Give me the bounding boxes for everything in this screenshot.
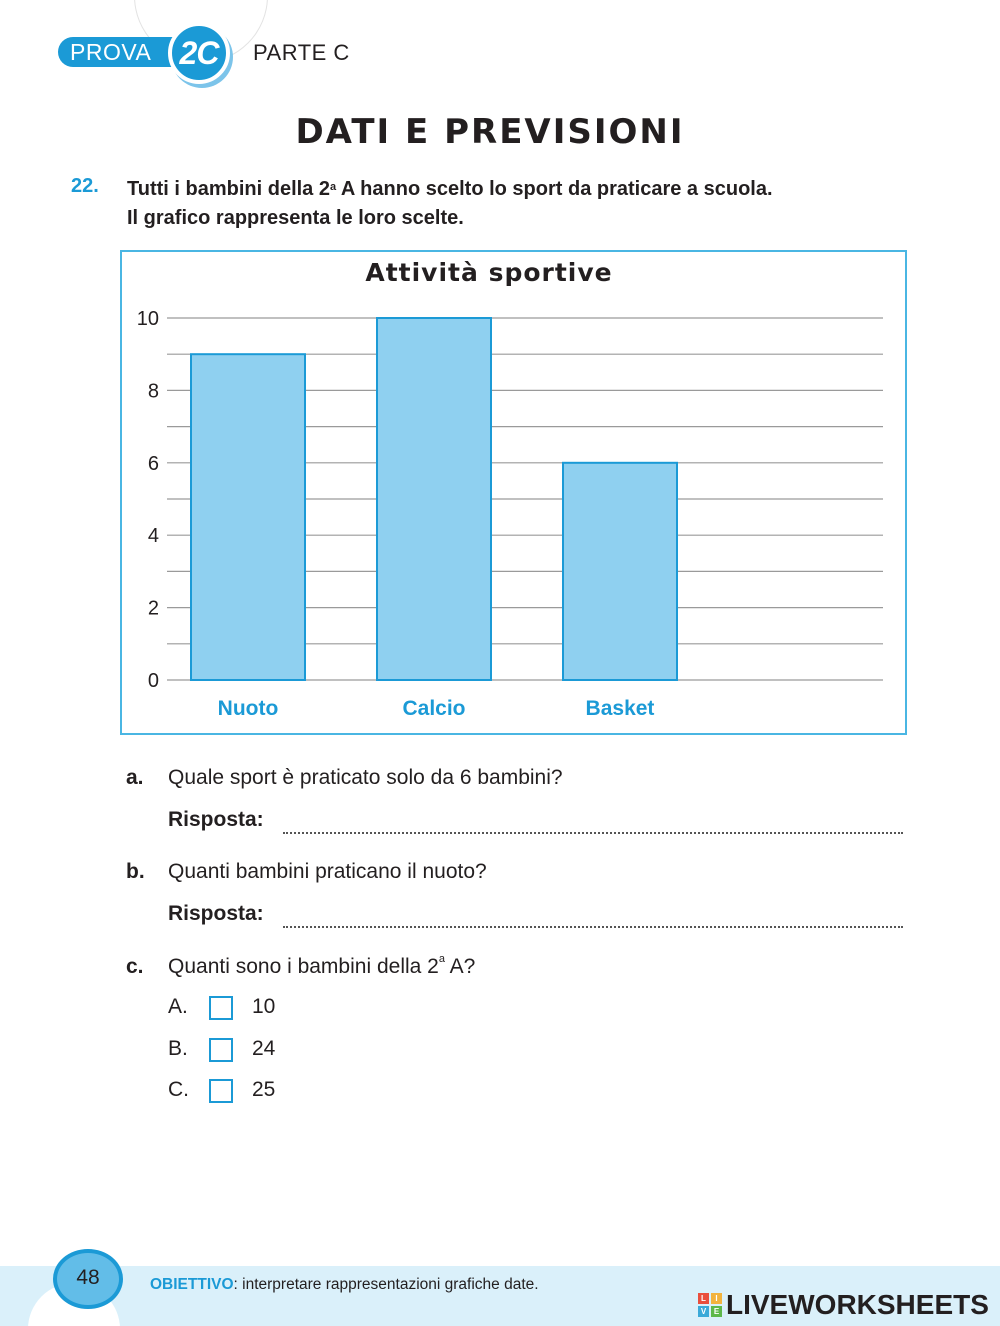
subquestion-b-text: Quanti bambini praticano il nuoto? xyxy=(168,860,487,883)
logo-letter-l: L xyxy=(698,1293,709,1304)
y-tick-label-8: 8 xyxy=(147,380,159,403)
prova-label: PROVA xyxy=(58,37,208,67)
subquestion-c-text-a: Quanti sono i bambini della 2 xyxy=(168,955,439,978)
logo-letter-e: E xyxy=(711,1306,722,1317)
logo-letter-v: V xyxy=(698,1306,709,1317)
option-a-value: 10 xyxy=(252,995,276,1018)
liveworksheets-logo xyxy=(698,1288,989,1322)
subquestion-c-text-b: A? xyxy=(444,955,476,978)
option-c-letter: C. xyxy=(168,1078,189,1101)
bar-nuoto xyxy=(191,354,305,680)
option-b-value: 24 xyxy=(252,1037,276,1060)
answer-a-input[interactable] xyxy=(288,808,903,834)
option-c xyxy=(168,1078,368,1104)
subquestion-b-letter: b. xyxy=(126,860,145,883)
category-label-calcio: Calcio xyxy=(402,697,466,720)
option-b xyxy=(168,1037,368,1063)
subquestion-a-letter: a. xyxy=(126,766,144,789)
y-tick-label-0: 0 xyxy=(147,670,159,692)
question-text xyxy=(127,175,927,233)
prova-badge: 2C xyxy=(168,22,230,84)
answer-b-input[interactable] xyxy=(288,902,903,928)
bar-basket xyxy=(563,463,677,680)
parte-label: PARTE C xyxy=(253,40,350,65)
answer-a-label: Risposta: xyxy=(168,808,264,831)
option-a-checkbox[interactable] xyxy=(209,996,233,1020)
answer-b-label: Risposta: xyxy=(168,902,264,925)
option-b-checkbox[interactable] xyxy=(209,1038,233,1062)
objective-label: OBIETTIVO xyxy=(150,1276,234,1293)
y-axis-ticks xyxy=(137,308,159,692)
question-line-1-sup: a xyxy=(329,181,337,193)
question-line-1-b: A hanno scelto lo sport da praticare a scuola. xyxy=(336,178,773,200)
answer-b xyxy=(168,902,903,932)
question-number: 22. xyxy=(71,175,99,197)
liveworksheets-logo-icon xyxy=(698,1293,722,1317)
subquestion-c-letter: c. xyxy=(126,955,144,978)
bar-chart xyxy=(120,250,907,735)
option-b-letter: B. xyxy=(168,1037,188,1060)
y-tick-label-2: 2 xyxy=(147,597,159,620)
subquestion-c xyxy=(126,955,926,985)
question-line-1 xyxy=(127,175,927,204)
subquestion-c-text-sup: a xyxy=(438,953,445,965)
option-a xyxy=(168,995,368,1021)
y-tick-label-10: 10 xyxy=(136,308,159,330)
objective xyxy=(150,1276,539,1294)
bar-calcio xyxy=(377,318,491,680)
chart-bars xyxy=(191,318,677,680)
subquestion-a-text: Quale sport è praticato solo da 6 bambini? xyxy=(168,766,563,789)
liveworksheets-brand: LIVEWORKSHEETS xyxy=(726,1289,989,1320)
subquestion-c-text xyxy=(168,955,475,979)
question-line-2: Il grafico rappresenta le loro scelte. xyxy=(127,207,464,229)
y-tick-label-4: 4 xyxy=(147,525,159,548)
page-title: DATI E PREVISIONI xyxy=(295,112,685,152)
page-number: 48 xyxy=(53,1249,123,1309)
subquestion-b xyxy=(126,860,926,890)
question-line-1-a: Tutti i bambini della 2 xyxy=(127,178,330,200)
y-tick-label-6: 6 xyxy=(147,452,159,475)
subquestion-a xyxy=(126,766,926,796)
category-label-nuoto: Nuoto xyxy=(217,697,279,720)
option-c-value: 25 xyxy=(252,1078,276,1101)
category-label-basket: Basket xyxy=(585,697,655,720)
logo-letter-i: I xyxy=(711,1293,722,1304)
option-c-checkbox[interactable] xyxy=(209,1079,233,1103)
objective-text: : interpretare rappresentazioni grafiche date. xyxy=(233,1276,539,1293)
option-a-letter: A. xyxy=(168,995,188,1018)
chart-title: Attività sportive xyxy=(365,258,613,287)
x-axis-labels xyxy=(218,697,655,720)
answer-a xyxy=(168,808,903,838)
